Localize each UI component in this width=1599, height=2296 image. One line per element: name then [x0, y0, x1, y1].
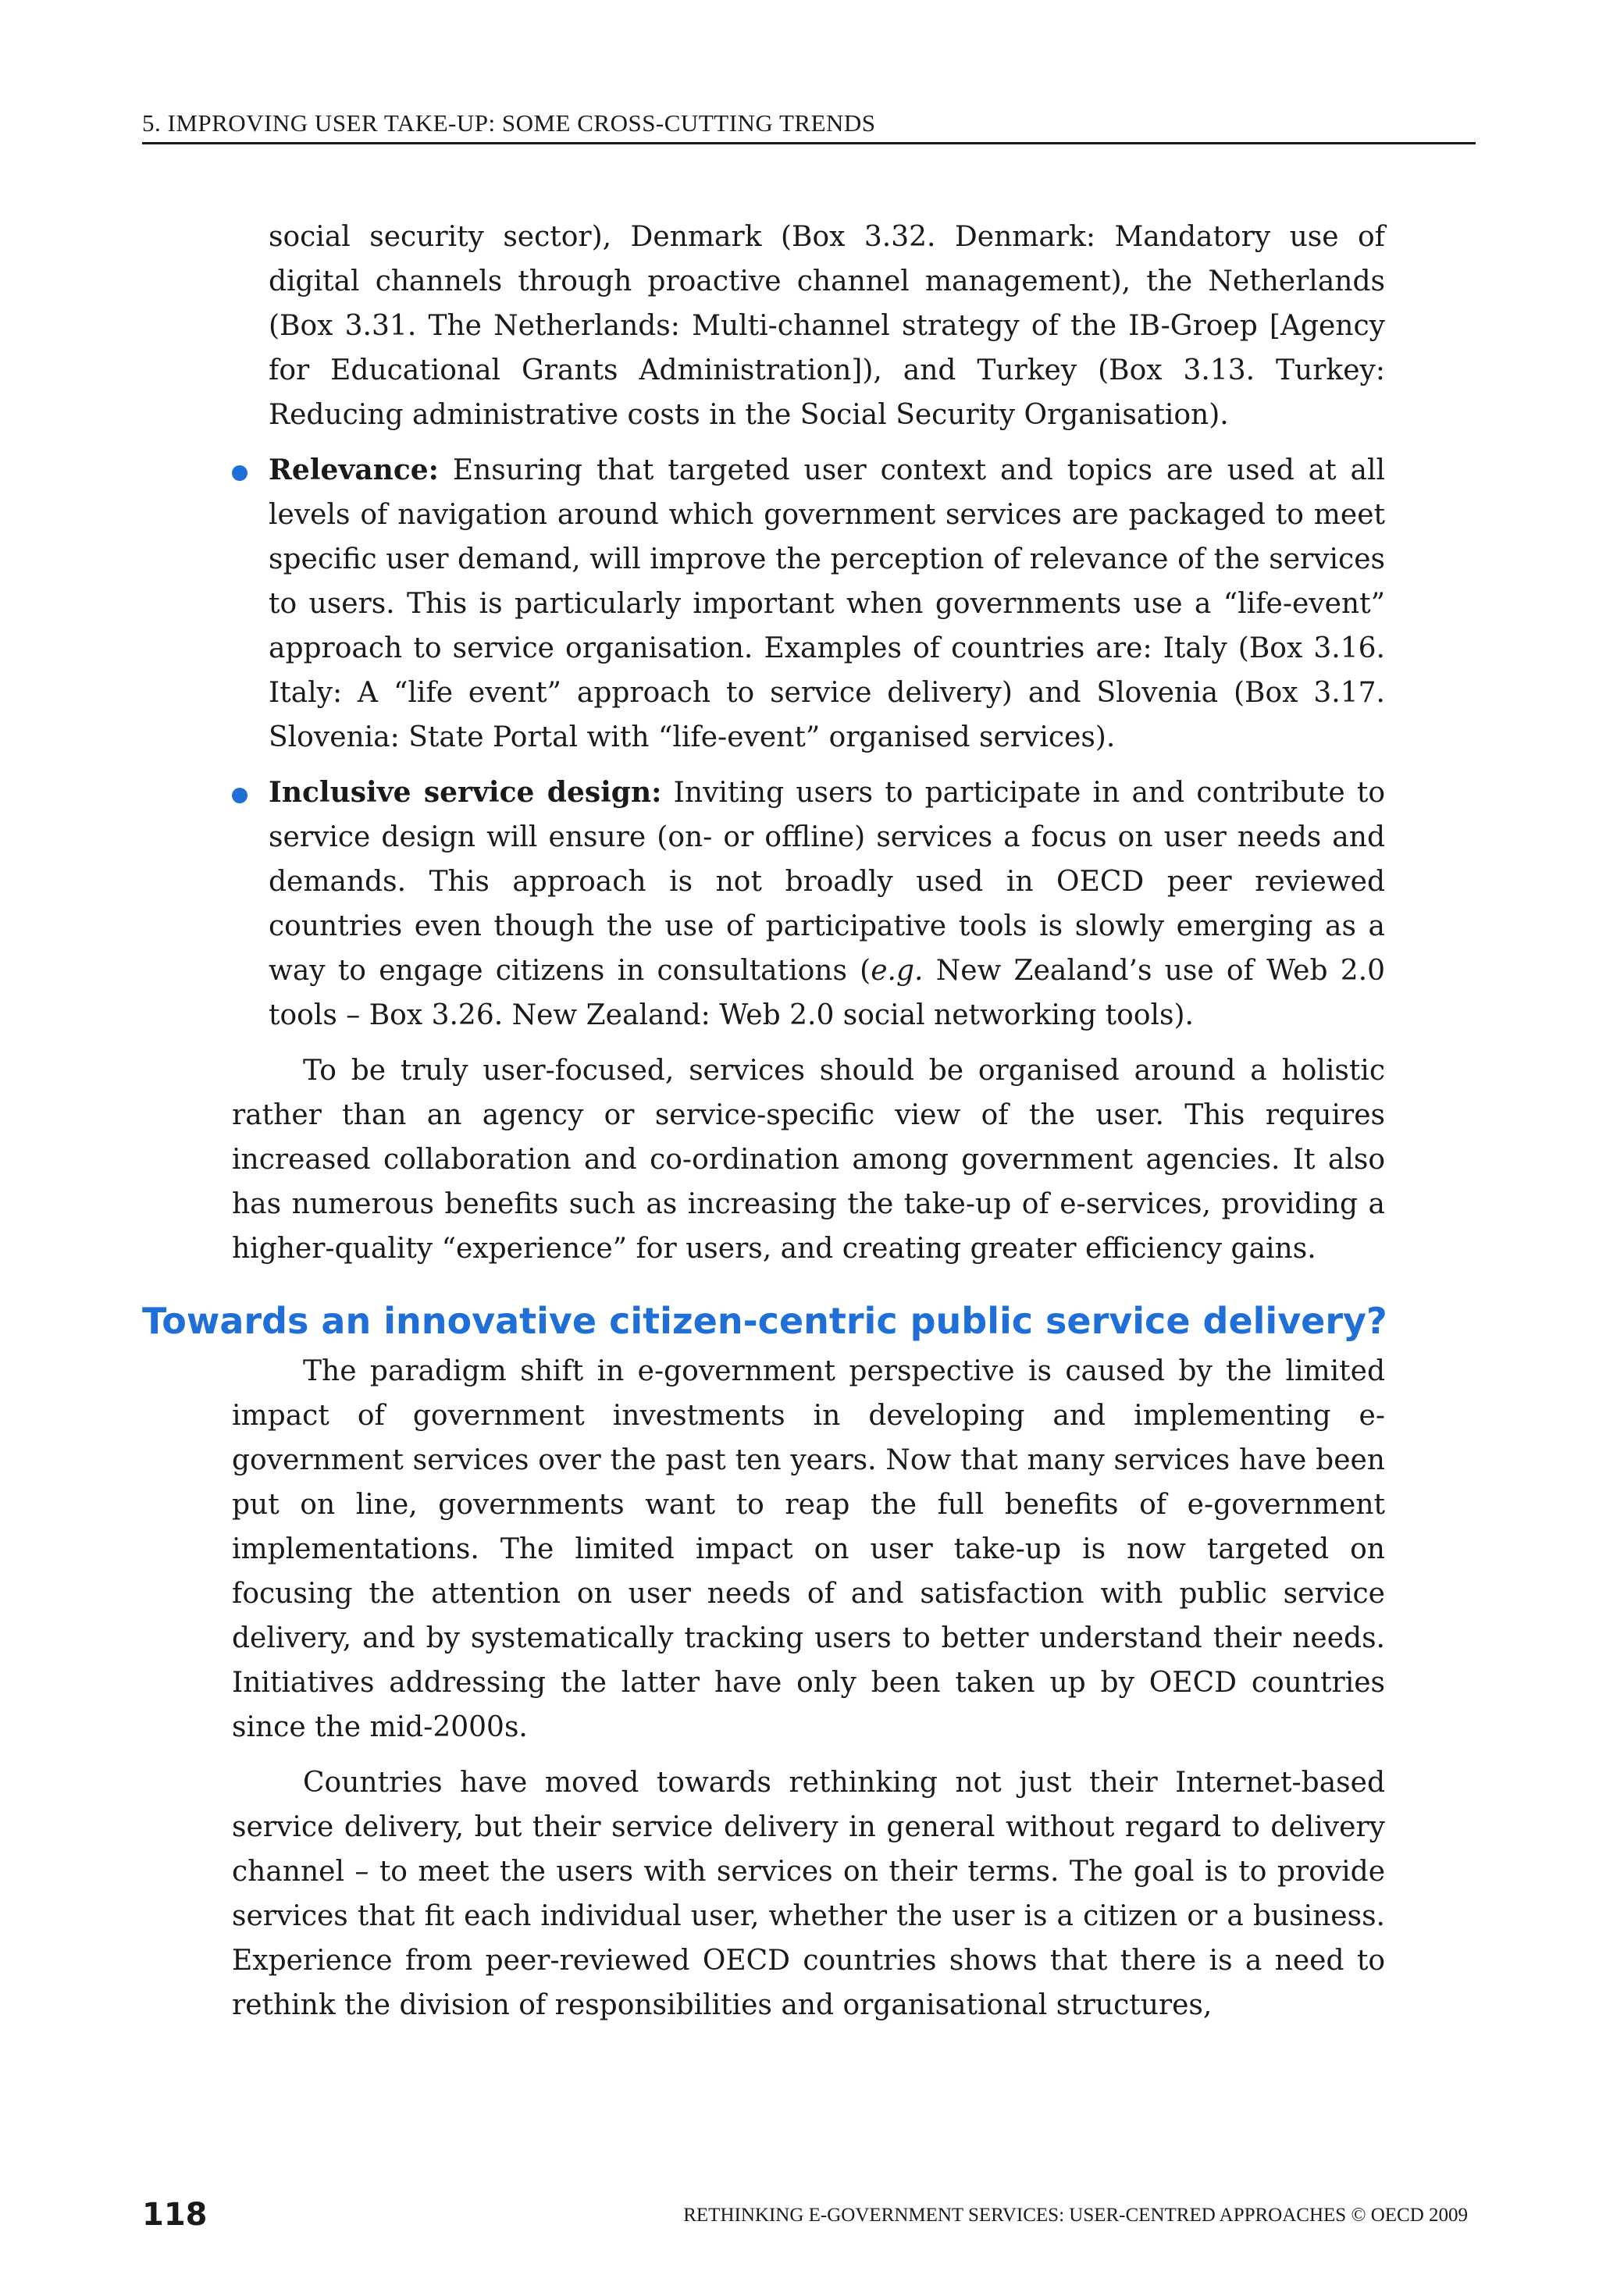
bullet-text-continued: New Zealand’s use of Web 2.0 tools – Box 3.26. New Zealand: Web 2.0 social networking tools).: [269, 955, 1385, 1031]
bullet-text: Inviting users to participate in and contribute to service design will ensure (on- or offline) services a focus on user needs and demands. This approach is not broadly used in OECD peer reviewed countries even though the use of participative tools is slowly emerging as a way to engage citizens in consultations (: [269, 777, 1385, 987]
bullet-dot-icon: [232, 788, 248, 803]
continued-bullet-text: social security sector), Denmark (Box 3.32. Denmark: Mandatory use of digital channels through proactive channel management), the Netherlands (Box 3.31. The Netherlands: Multi-channel strategy of the IB-Groep [Agency for Educational Grants Administration]), and Turkey (Box 3.13. Turkey: Reducing administrative costs in the Social Security Organisation).: [269, 221, 1385, 431]
running-header: [142, 108, 1476, 144]
paragraph-paradigm-shift: The paradigm shift in e-government perspective is caused by the limited impact of government investments in developing and implementing e-government services over the past ten years. Now that many services have been put on line, governments want to reap the full benefits of e-government implementations. The limited impact on user take-up is now targeted on focusing the attention on user needs of and satisfaction with public service delivery, and by systematically tracking users to better understand their needs. Initiatives addressing the latter have only been taken up by OECD countries since the mid-2000s.: [232, 1355, 1385, 1743]
page-number: 118: [142, 2197, 208, 2233]
bullet-emphasis: e.g.: [871, 955, 924, 987]
bullet-item-inclusive-service-design: [232, 771, 1385, 1038]
bullet-text: Ensuring that targeted user context and topics are used at all levels of navigation around which government services are packaged to meet specific user demand, will improve the perception of relevance of the services to users. This is particularly important when governments use a “life-event” approach to service organisation. Examples of countries are: Italy (Box 3.16. Italy: A “life event” approach to service delivery) and Slovenia (Box 3.17. Slovenia: State Portal with “life-event” organised services).: [269, 454, 1385, 753]
bullet-item-relevance: [232, 448, 1385, 760]
bullet-term: Relevance:: [269, 454, 439, 486]
paragraph-rethinking-delivery: Countries have moved towards rethinking not just their Internet-based service delivery, but their service delivery in general without regard to delivery channel – to meet the users with services on their terms. The goal is to provide services that fit each individual user, whether the user is a citizen or a business. Experience from peer-reviewed OECD countries shows that there is a need to rethink the division of responsibilities and organisational structures,: [232, 1767, 1385, 2021]
paragraph-user-focused: To be truly user-focused, services should be organised around a holistic rather than an agency or service-specific view of the user. This requires increased collaboration and co-ordination among government agencies. It also has numerous benefits such as increasing the take-up of e-services, providing a higher-quality “experience” for users, and creating greater efficiency gains.: [232, 1055, 1385, 1265]
bullet-term: Inclusive service design:: [269, 776, 662, 809]
running-header-title: 5. IMPROVING USER TAKE-UP: SOME CROSS-CUTTING TRENDS: [142, 109, 876, 137]
page-body: [142, 215, 1387, 2038]
section-heading: Towards an innovative citizen-centric public service delivery?: [142, 1300, 1387, 1342]
running-footer: RETHINKING E-GOVERNMENT SERVICES: USER-CENTRED APPROACHES © OECD 2009: [683, 2205, 1468, 2226]
bullet-dot-icon: [232, 465, 248, 481]
